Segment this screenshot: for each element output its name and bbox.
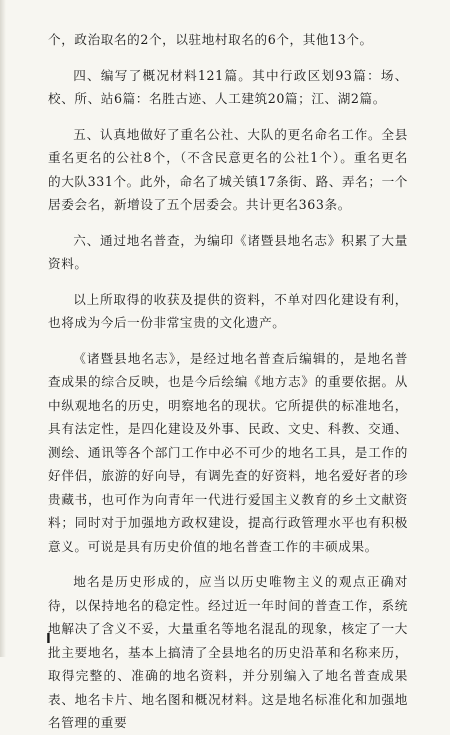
paragraph-3: 五、认真地做好了重名公社、大队的更名命名工作。全县重名更名的公社8个，（不含民意更名的公社1个）。重名更名的大队331个。此外，命名了城关镇17条街、路、弄名；一个居委会名，新增设了五个居委会。共计更名363条。 [48, 126, 408, 212]
paragraph-1: 个，政治取名的2个，以驻地村取名的6个，其他13个。 [48, 32, 373, 47]
paragraph-2: 四、编写了概况材料121篇。其中行政区划93篇：场、校、所、站6篇：名胜古迹、人工建筑20篇；江、湖2篇。 [48, 67, 408, 106]
page-number: I [46, 632, 51, 647]
paragraph-5: 以上所取得的收获及提供的资料，不单对四化建设有利，也将成为今后一份非常宝贵的文化遗产。 [48, 291, 408, 330]
paragraph-4: 六、通过地名普查，为编印《诸暨县地名志》积累了大量资料。 [48, 232, 408, 271]
scan-edge-shadow [0, 0, 6, 657]
paragraph-7: 地名是历史形成的，应当以历史唯物主义的观点正确对待，以保持地名的稳定性。经过近一年时间的普查工作，系统地解决了含义不妥，大量重名等地名混乱的现象，核定了一大批主要地名，基本上搞清了全县地名的历史沿革和名称来历，取得完整的、准确的地名资料，并分别编入了地名普查成果表、地名卡片、地名图和概况材料。这是地名标准化和加强地名管理的重要 [48, 574, 408, 730]
document-body [48, 28, 408, 735]
paragraph-6: 《诸暨县地名志》，是经过地名普查后编辑的，是地名普查成果的综合反映，也是今后绘编《地方志》的重要依据。从中纵观地名的历史，明察地名的现状。它所提供的标准地名，具有法定性，是四化建设及外事、民政、文史、科教、交通、测绘、通讯等各个部门工作中必不可少的地名工具，是工作的好伴侣，旅游的好向导，有调先查的好资料，地名爱好者的珍贵藏书，也可作为向青年一代进行爱国主义教育的乡土文献资料；同时对于加强地方政权建设，提高行政管理水平也有积极意义。可说是具有历史价值的地名普查工作的丰硕成果。 [48, 350, 408, 554]
